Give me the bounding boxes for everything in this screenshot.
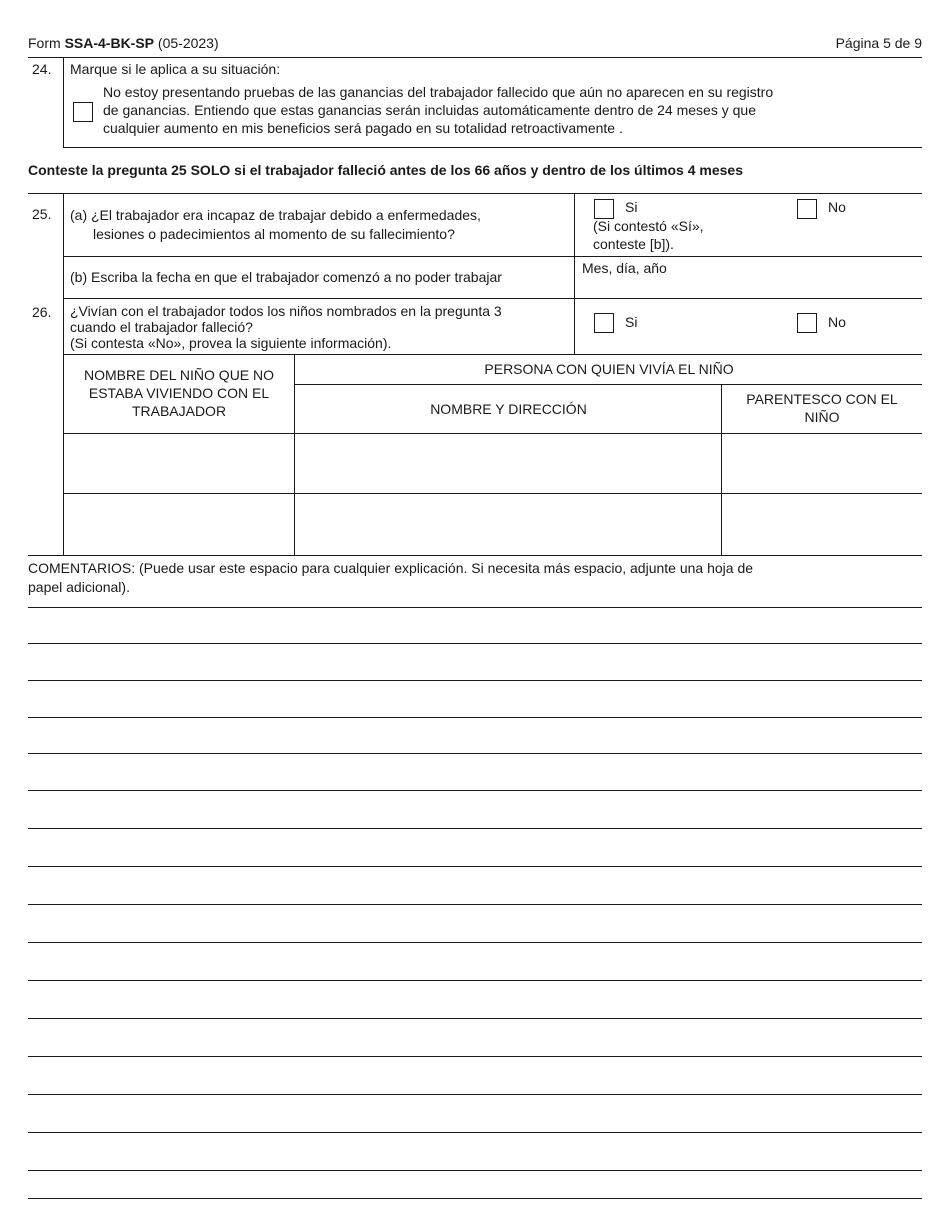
comment-line[interactable]	[28, 829, 922, 867]
q24-checkbox[interactable]	[73, 102, 93, 122]
comment-line[interactable]	[28, 753, 922, 791]
q26-line-2: cuando el trabajador falleció?	[70, 319, 253, 335]
comments-line-1: COMENTARIOS: (Puede usar este espacio para cualquier explicación. Si necesita más espacio, adjunte una hoja de	[28, 560, 754, 576]
q25a-line-1: (a) ¿El trabajador era incapaz de trabajar debido a enfermedades,	[70, 207, 481, 223]
q26-no-checkbox[interactable]	[797, 313, 817, 333]
q24-prompt: Marque si le aplica a su situación:	[70, 61, 281, 77]
divider	[294, 384, 922, 385]
comment-line[interactable]	[28, 867, 922, 905]
q24-option-line-3: cualquier aumento en mis beneficios será pagado en su totalidad retroactivamente .	[103, 120, 623, 136]
q25b-text: (b) Escriba la fecha en que el trabajador comenzó a no poder trabajar	[70, 269, 502, 285]
row2-name-address-field[interactable]	[295, 494, 721, 555]
comment-line[interactable]	[28, 791, 922, 829]
divider	[28, 193, 922, 194]
comment-line[interactable]	[28, 981, 922, 1019]
form-date: (05-2023)	[157, 35, 219, 51]
form-prefix: Form	[28, 35, 61, 51]
form-code: SSA-4-BK-SP	[64, 35, 155, 51]
q25a-no-label: No	[828, 199, 846, 215]
row1-child-name-field[interactable]	[64, 434, 294, 493]
q25a-yes-label: Si	[625, 199, 638, 215]
row2-relationship-field[interactable]	[722, 494, 922, 555]
q24-number: 24.	[32, 61, 52, 77]
row2-child-name-field[interactable]	[64, 494, 294, 555]
divider	[28, 555, 922, 556]
q25a-no-checkbox[interactable]	[797, 199, 817, 219]
q26-line-1: ¿Vivían con el trabajador todos los niños nombrados en la pregunta 3	[70, 303, 502, 319]
q25a-yes-hint-1: (Si contestó «Sí»,	[593, 218, 704, 234]
divider	[63, 57, 64, 148]
divider	[63, 256, 922, 257]
q26-yes-checkbox[interactable]	[594, 313, 614, 333]
comment-line[interactable]	[28, 606, 922, 644]
q26-yes-label: Si	[625, 314, 638, 330]
q26-no-label: No	[828, 314, 846, 330]
comment-line[interactable]	[28, 1171, 922, 1199]
group-header-person: PERSONA CON QUIEN VIVÍA EL NIÑO	[484, 361, 734, 377]
q25b-field-label: Mes, día, año	[582, 260, 667, 276]
col-child-name-header: NOMBRE DEL NIÑO QUE NO ESTABA VIVIENDO CON EL TRABAJADOR	[83, 367, 275, 419]
divider	[63, 147, 922, 148]
comment-line[interactable]	[28, 1019, 922, 1057]
q25b-date-field[interactable]	[575, 278, 922, 297]
row1-name-address-field[interactable]	[295, 434, 721, 493]
q24-option-line-1: No estoy presentando pruebas de las ganancias del trabajador fallecido que aún no aparecen en su registro	[103, 84, 774, 100]
comment-line[interactable]	[28, 943, 922, 981]
comments-line-2: papel adicional).	[28, 579, 130, 595]
comment-line[interactable]	[28, 716, 922, 754]
q25a-yes-hint-2: conteste [b]).	[593, 236, 674, 252]
col-name-address-header: NOMBRE Y DIRECCIÓN	[430, 401, 587, 417]
divider	[28, 57, 922, 58]
page-number: Página 5 de 9	[835, 35, 922, 51]
comment-line[interactable]	[28, 680, 922, 718]
comment-line[interactable]	[28, 643, 922, 681]
form-id	[28, 34, 219, 52]
divider	[63, 354, 922, 355]
col-relationship-header: PARENTESCO CON EL NIÑO	[746, 391, 898, 425]
comment-line[interactable]	[28, 905, 922, 943]
q24-option-line-2: de ganancias. Entiendo que estas ganancias serán incluidas automáticamente dentro de 24 meses y que	[103, 102, 756, 118]
divider	[63, 298, 922, 299]
section-note: Conteste la pregunta 25 SOLO si el trabajador falleció antes de los 66 años y dentro de los últimos 4 meses	[28, 162, 743, 178]
divider	[574, 193, 575, 354]
row1-relationship-field[interactable]	[722, 434, 922, 493]
q25-number: 25.	[32, 206, 52, 222]
q25a-yes-checkbox[interactable]	[594, 199, 614, 219]
comment-line[interactable]	[28, 1133, 922, 1171]
q25a-line-2: lesiones o padecimientos al momento de su fallecimiento?	[93, 226, 455, 242]
comment-line[interactable]	[28, 1057, 922, 1095]
q26-number: 26.	[32, 304, 52, 320]
comment-line[interactable]	[28, 1095, 922, 1133]
q26-line-3: (Si contesta «No», provea la siguiente información).	[70, 335, 392, 351]
